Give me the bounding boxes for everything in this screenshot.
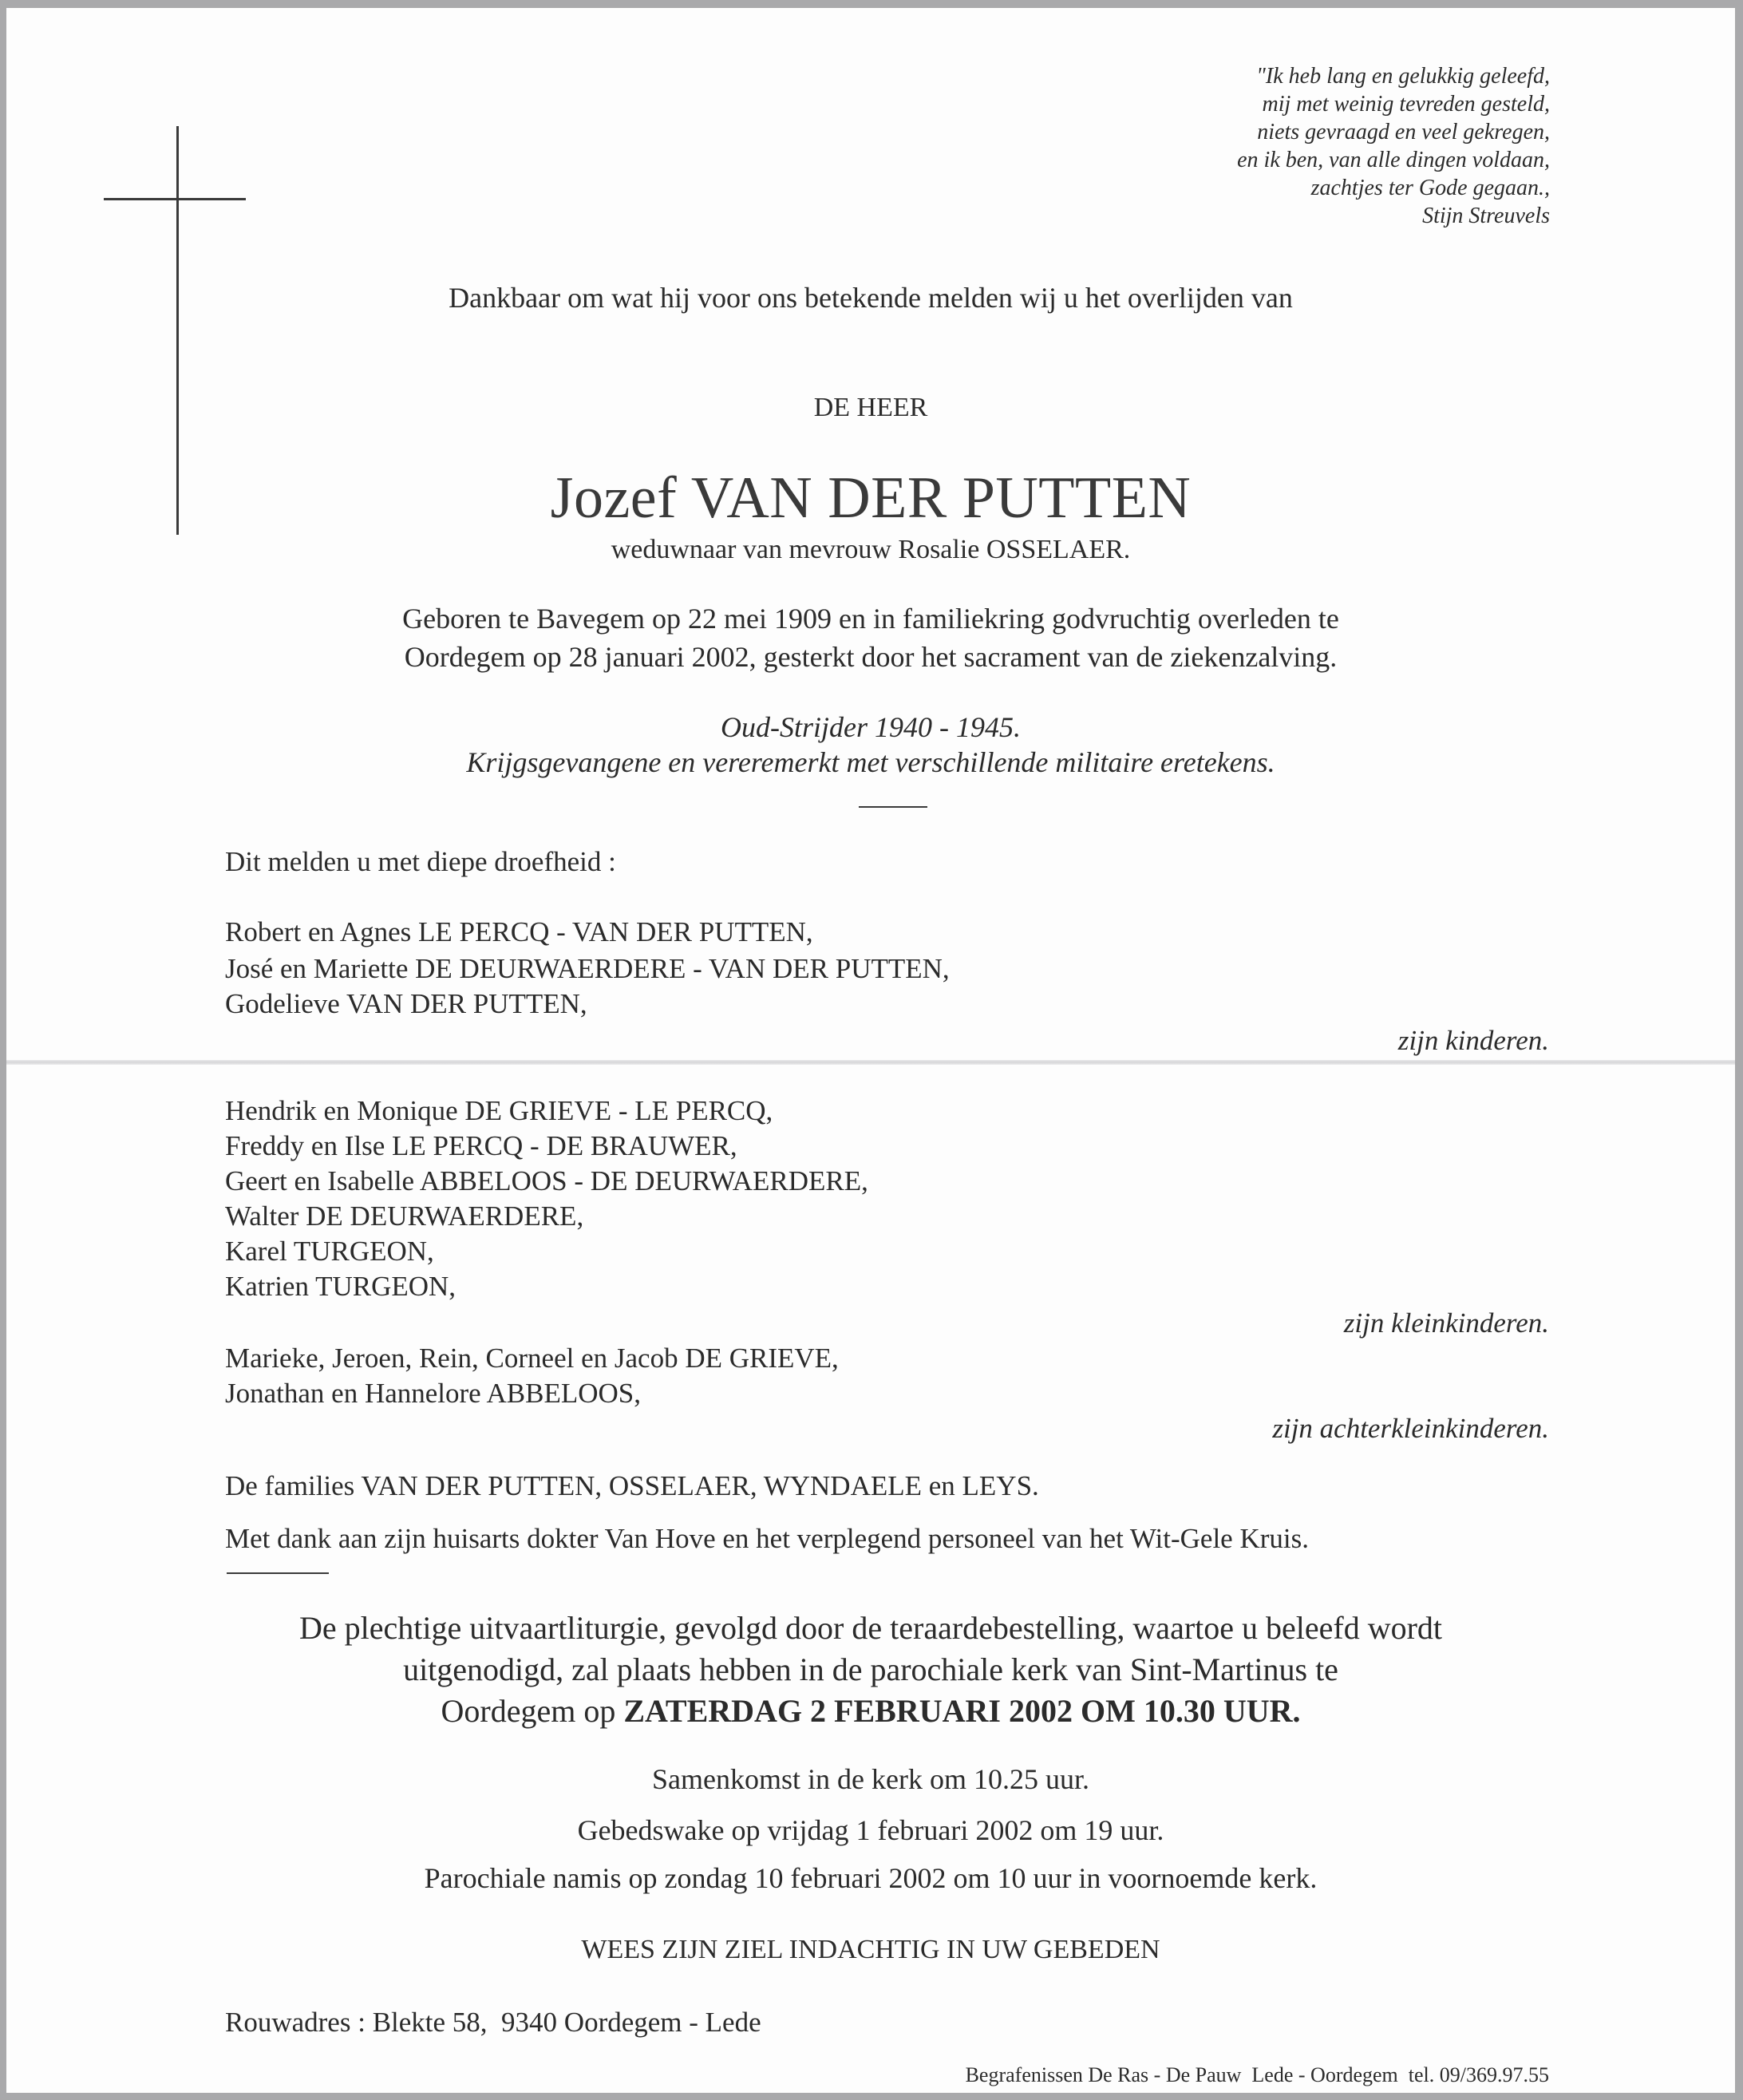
families-text: De families VAN DER PUTTEN, OSSELAER, WYNDAELE en LEYS. (225, 1470, 1039, 1501)
quote-line: en ik ben, van alle dingen voldaan, (1237, 148, 1550, 172)
widower-text: weduwnaar van mevrouw Rosalie OSSELAER. (611, 535, 1131, 564)
quote-author: Stijn Streuvels (1422, 204, 1550, 228)
children-label: zijn kinderen. (1397, 1025, 1549, 1056)
grandchild-name: Geert en Isabelle ABBELOOS - DE DEURWAERDERE, (225, 1165, 868, 1196)
great-grandchild-name: Jonathan en Hannelore ABBELOOS, (225, 1378, 642, 1409)
funeral-line: uitgenodigd, zal plaats hebben in de parochiale kerk van Sint-Martinus te (403, 1651, 1338, 1687)
undertaker-text: Begrafenissen De Ras - De Pauw Lede - Oordegem tel. 09/369.97.55 (965, 2063, 1549, 2086)
deceased-name: Jozef VAN DER PUTTEN (550, 465, 1192, 531)
child-name: Godelieve VAN DER PUTTEN, (225, 988, 587, 1019)
card-fold (6, 1060, 1735, 1065)
address-text: Rouwadres : Blekte 58, 9340 Oordegem - Lede (225, 2007, 761, 2038)
divider (227, 1572, 329, 1574)
child-name: Robert en Agnes LE PERCQ - VAN DER PUTTEN, (225, 916, 813, 947)
divider (859, 806, 927, 808)
funeral-line-prefix: Oordegem op (441, 1693, 624, 1729)
intro-text: Dankbaar om wat hij voor ons betekende melden wij u het overlijden van (449, 282, 1293, 314)
quote-line: "Ik heb lang en gelukkig geleefd, (1256, 64, 1550, 89)
title-text: DE HEER (813, 393, 928, 422)
great-grandchildren-label: zijn achterkleinkinderen. (1272, 1413, 1549, 1444)
grandchild-name: Walter DE DEURWAERDERE, (225, 1200, 584, 1232)
grandchild-name: Katrien TURGEON, (225, 1271, 457, 1302)
quote-line: niets gevraagd en veel gekregen, (1257, 120, 1550, 144)
funeral-line: De plechtige uitvaartliturgie, gevolgd door de teraardebestelling, waartoe u beleefd wordt (298, 1610, 1443, 1646)
grandchild-name: Karel TURGEON, (225, 1236, 434, 1267)
quote-line: mij met weinig tevreden gesteld, (1262, 92, 1550, 117)
prayer-text: WEES ZIJN ZIEL INDACHTIG IN UW GEBEDEN (581, 1935, 1160, 1964)
streuvels-quote (1237, 62, 1550, 230)
quote-line: zachtjes ter Gode gegaan., (1310, 176, 1550, 200)
cross-horizontal (104, 198, 246, 200)
grandchild-name: Freddy en Ilse LE PERCQ - DE BRAUWER, (225, 1130, 737, 1161)
grandchild-name: Hendrik en Monique DE GRIEVE - LE PERCQ, (225, 1095, 773, 1126)
funeral-date: ZATERDAG 2 FEBRUARI 2002 OM 10.30 UUR. (623, 1693, 1301, 1729)
mourning-card (6, 8, 1735, 2093)
announcement-text: Dit melden u met diepe droefheid : (225, 846, 616, 877)
military-line: Krijgsgevangene en vereremerkt met verschillende militaire eretekens. (466, 746, 1275, 778)
birth-death-line: Geboren te Bavegem op 22 mei 1909 en in familiekring godvruchtig overleden te (402, 603, 1339, 635)
military-line: Oud-Strijder 1940 - 1945. (721, 711, 1021, 743)
funeral-line (6, 1692, 1735, 1730)
great-grandchild-name: Marieke, Jeroen, Rein, Corneel en Jacob DE GRIEVE, (225, 1343, 839, 1374)
child-name: José en Mariette DE DEURWAERDERE - VAN DER PUTTEN, (225, 953, 950, 984)
birth-death-line: Oordegem op 28 januari 2002, gesterkt door het sacrament van de ziekenzalving. (404, 641, 1338, 673)
schedule-line: Gebedswake op vrijdag 1 februari 2002 om 19 uur. (577, 1814, 1164, 1846)
grandchildren-label: zijn kleinkinderen. (1343, 1307, 1549, 1339)
thanks-text: Met dank aan zijn huisarts dokter Van Hove en het verplegend personeel van het Wit-Gele Kruis. (225, 1523, 1309, 1554)
schedule-line: Parochiale namis op zondag 10 februari 2002 om 10 uur in voornoemde kerk. (424, 1862, 1318, 1894)
schedule-line: Samenkomst in de kerk om 10.25 uur. (652, 1763, 1089, 1795)
